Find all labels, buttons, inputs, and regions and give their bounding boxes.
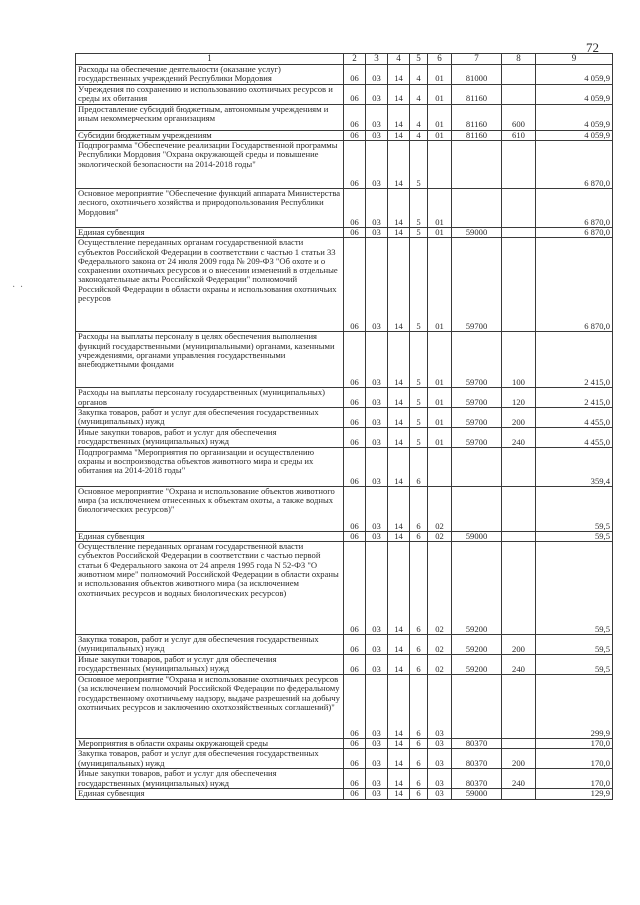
row-name: Закупка товаров, работ и услуг для обеспечения государственных (муниципальных) нужд — [76, 749, 344, 769]
row-code-c3: 03 — [366, 769, 388, 789]
table-row — [76, 675, 613, 739]
row-name: Иные закупки товаров, работ и услуг для обеспечения государственных (муниципальных) нужд — [76, 655, 344, 675]
row-code-c7 — [452, 486, 502, 531]
row-amount: 2 415,0 — [536, 332, 613, 388]
header-cell: 2 — [344, 54, 366, 65]
table-row — [76, 749, 613, 769]
row-name: Единая субвенция — [76, 789, 344, 799]
row-name: Расходы на выплаты персоналу в целях обеспечения выполнения функций государственными (муниципальными) органами, казенными учреждениями, органами управления государственными внебюджетными фондами — [76, 332, 344, 388]
row-code-c4: 14 — [388, 635, 410, 655]
row-code-c7: 81160 — [452, 130, 502, 140]
row-name: Основное мероприятие "Охрана и использование охотничьих ресурсов (за исключением полномочий Российской Федерации по федеральному государственному охотничьему надзору, выдаче разрешений на добычу охотничьих ресурсов и заключению охотхозяйственных соглашений)" — [76, 675, 344, 739]
row-code-c5: 6 — [410, 531, 428, 541]
table-row — [76, 635, 613, 655]
row-name: Предоставление субсидий бюджетным, автономным учреждениям и иным некоммерческим организациям — [76, 104, 344, 130]
row-code-c4: 14 — [388, 531, 410, 541]
row-code-c3: 03 — [366, 407, 388, 427]
row-name: Единая субвенция — [76, 531, 344, 541]
row-amount: 59,5 — [536, 635, 613, 655]
row-code-c2: 06 — [344, 64, 366, 84]
row-name: Подпрограмма "Мероприятия по организации и осуществлению охраны и воспроизводства объектов животного мира и среды их обитания на 2014-2018 годы" — [76, 447, 344, 486]
row-code-c3: 03 — [366, 749, 388, 769]
row-code-c6 — [428, 141, 452, 189]
row-code-c6: 01 — [428, 189, 452, 228]
row-code-c3: 03 — [366, 635, 388, 655]
row-code-c6: 01 — [428, 64, 452, 84]
row-code-c6: 01 — [428, 84, 452, 104]
header-cell: 8 — [502, 54, 536, 65]
row-code-c7: 59700 — [452, 407, 502, 427]
row-name: Расходы на обеспечение деятельности (оказание услуг) государственных учреждений Республики Мордовия — [76, 64, 344, 84]
row-code-c4: 14 — [388, 332, 410, 388]
table-row — [76, 427, 613, 447]
row-amount: 170,0 — [536, 739, 613, 749]
row-name: Субсидии бюджетным учреждениям — [76, 130, 344, 140]
row-code-c2: 06 — [344, 407, 366, 427]
row-code-c2: 06 — [344, 447, 366, 486]
row-code-c4: 14 — [388, 189, 410, 228]
row-code-c6: 01 — [428, 332, 452, 388]
row-name: Осуществление переданных органам государственной власти субъектов Российской Федерации в соответствии с частью первой статьи 6 Федерального закона от 24 апреля 1995 года N 52-ФЗ "О животном мире" полномочий Российской Федерации в области охраны и использования объектов животного мира (за исключением охотничьих ресурсов и водных биологических ресурсов) — [76, 542, 344, 635]
table-row — [76, 407, 613, 427]
row-code-c7: 81000 — [452, 64, 502, 84]
row-code-c7 — [452, 141, 502, 189]
row-code-c6: 01 — [428, 228, 452, 238]
header-cell: 5 — [410, 54, 428, 65]
row-code-c5: 6 — [410, 655, 428, 675]
row-code-c2: 06 — [344, 189, 366, 228]
header-cell: 4 — [388, 54, 410, 65]
row-amount: 299,9 — [536, 675, 613, 739]
row-amount: 4 455,0 — [536, 407, 613, 427]
row-code-c7: 59700 — [452, 238, 502, 332]
row-code-c4: 14 — [388, 447, 410, 486]
row-code-c6: 01 — [428, 407, 452, 427]
row-code-c4: 14 — [388, 655, 410, 675]
row-code-c8: 240 — [502, 655, 536, 675]
row-code-c2: 06 — [344, 104, 366, 130]
row-code-c2: 06 — [344, 531, 366, 541]
row-code-c5: 4 — [410, 104, 428, 130]
header-cell: 7 — [452, 54, 502, 65]
row-amount: 6 870,0 — [536, 228, 613, 238]
row-code-c2: 06 — [344, 655, 366, 675]
row-code-c3: 03 — [366, 64, 388, 84]
row-code-c6: 02 — [428, 655, 452, 675]
row-code-c8 — [502, 739, 536, 749]
row-code-c2: 06 — [344, 332, 366, 388]
row-code-c5: 4 — [410, 84, 428, 104]
row-code-c4: 14 — [388, 141, 410, 189]
table-row — [76, 104, 613, 130]
row-code-c7: 81160 — [452, 84, 502, 104]
row-code-c7: 59000 — [452, 531, 502, 541]
row-code-c7: 80370 — [452, 739, 502, 749]
row-code-c2: 06 — [344, 228, 366, 238]
row-code-c6: 02 — [428, 486, 452, 531]
row-code-c3: 03 — [366, 238, 388, 332]
row-code-c8: 600 — [502, 104, 536, 130]
row-amount: 59,5 — [536, 542, 613, 635]
row-name: Учреждения по сохранению и использованию охотничьих ресурсов и среды их обитания — [76, 84, 344, 104]
table-row — [76, 769, 613, 789]
row-code-c2: 06 — [344, 486, 366, 531]
row-amount: 4 059,9 — [536, 64, 613, 84]
row-code-c3: 03 — [366, 447, 388, 486]
header-cell: 9 — [536, 54, 613, 65]
row-code-c4: 14 — [388, 228, 410, 238]
row-amount: 59,5 — [536, 655, 613, 675]
row-code-c2: 06 — [344, 739, 366, 749]
row-code-c8 — [502, 789, 536, 799]
row-amount: 359,4 — [536, 447, 613, 486]
row-code-c5: 5 — [410, 427, 428, 447]
header-cell: 1 — [76, 54, 344, 65]
row-code-c3: 03 — [366, 332, 388, 388]
row-code-c6: 01 — [428, 427, 452, 447]
table-row — [76, 130, 613, 140]
row-code-c5: 5 — [410, 238, 428, 332]
row-code-c5: 4 — [410, 130, 428, 140]
row-code-c7: 59000 — [452, 789, 502, 799]
table-row — [76, 84, 613, 104]
row-code-c4: 14 — [388, 64, 410, 84]
row-amount: 170,0 — [536, 769, 613, 789]
row-code-c4: 14 — [388, 486, 410, 531]
row-code-c6: 03 — [428, 675, 452, 739]
row-code-c3: 03 — [366, 104, 388, 130]
table-row — [76, 655, 613, 675]
row-code-c6 — [428, 447, 452, 486]
row-code-c5: 5 — [410, 189, 428, 228]
row-name: Иные закупки товаров, работ и услуг для обеспечения государственных (муниципальных) нужд — [76, 769, 344, 789]
row-code-c8 — [502, 447, 536, 486]
row-name: Осуществление переданных органам государственной власти субъектов Российской Федерации в соответствии с частью 1 статьи 33 Федерального закона от 24 июля 2009 года № 209-ФЗ "Об охоте и о сохранении охотничьих ресурсов и о внесении изменений в отдельные законодательные акты Российской Федерации" полномочий Российской Федерации в области охраны и использования охотничьих ресурсов — [76, 238, 344, 332]
row-code-c3: 03 — [366, 739, 388, 749]
row-code-c5: 5 — [410, 141, 428, 189]
row-code-c5: 4 — [410, 64, 428, 84]
row-code-c6: 02 — [428, 542, 452, 635]
row-code-c8 — [502, 542, 536, 635]
row-code-c2: 06 — [344, 84, 366, 104]
row-code-c8: 610 — [502, 130, 536, 140]
row-code-c5: 6 — [410, 447, 428, 486]
table-row — [76, 332, 613, 388]
row-code-c4: 14 — [388, 407, 410, 427]
row-code-c5: 6 — [410, 542, 428, 635]
budget-table — [75, 53, 613, 800]
row-code-c2: 06 — [344, 635, 366, 655]
row-code-c7: 59200 — [452, 542, 502, 635]
table-row — [76, 739, 613, 749]
table-row — [76, 789, 613, 799]
row-code-c7: 59700 — [452, 427, 502, 447]
row-code-c4: 14 — [388, 675, 410, 739]
row-code-c6: 03 — [428, 769, 452, 789]
row-amount: 4 059,9 — [536, 104, 613, 130]
row-name: Мероприятия в области охраны окружающей среды — [76, 739, 344, 749]
row-code-c8 — [502, 64, 536, 84]
row-code-c6: 01 — [428, 104, 452, 130]
row-amount: 4 455,0 — [536, 427, 613, 447]
row-code-c4: 14 — [388, 104, 410, 130]
row-code-c8 — [502, 675, 536, 739]
row-name: Иные закупки товаров, работ и услуг для обеспечения государственных (муниципальных) нужд — [76, 427, 344, 447]
row-amount: 4 059,9 — [536, 130, 613, 140]
header-cell: 6 — [428, 54, 452, 65]
row-code-c7: 59700 — [452, 332, 502, 388]
row-code-c4: 14 — [388, 388, 410, 408]
row-name: Подпрограмма "Обеспечение реализации Государственной программы Республики Мордовия "Охрана окружающей среды и повышение экологической безопасности на 2014-2018 годы" — [76, 141, 344, 189]
row-code-c6: 02 — [428, 531, 452, 541]
row-code-c5: 5 — [410, 407, 428, 427]
row-code-c8: 240 — [502, 427, 536, 447]
row-code-c5: 6 — [410, 769, 428, 789]
row-code-c5: 6 — [410, 486, 428, 531]
row-code-c7: 80370 — [452, 769, 502, 789]
row-code-c3: 03 — [366, 189, 388, 228]
row-code-c2: 06 — [344, 141, 366, 189]
row-name: Закупка товаров, работ и услуг для обеспечения государственных (муниципальных) нужд — [76, 407, 344, 427]
row-code-c2: 06 — [344, 427, 366, 447]
row-code-c7: 59200 — [452, 655, 502, 675]
row-code-c4: 14 — [388, 749, 410, 769]
table-row — [76, 141, 613, 189]
page-number: 72 — [586, 40, 599, 55]
row-code-c5: 5 — [410, 332, 428, 388]
row-code-c2: 06 — [344, 388, 366, 408]
row-amount: 4 059,9 — [536, 84, 613, 104]
table-row — [76, 542, 613, 635]
row-code-c3: 03 — [366, 141, 388, 189]
row-code-c7 — [452, 447, 502, 486]
table-row — [76, 228, 613, 238]
row-code-c7: 59700 — [452, 388, 502, 408]
row-code-c8: 100 — [502, 332, 536, 388]
row-code-c8 — [502, 228, 536, 238]
row-amount: 129,9 — [536, 789, 613, 799]
row-code-c5: 6 — [410, 635, 428, 655]
table-row — [76, 531, 613, 541]
table-row — [76, 238, 613, 332]
row-code-c6: 03 — [428, 739, 452, 749]
row-amount: 59,5 — [536, 531, 613, 541]
row-code-c6: 03 — [428, 749, 452, 769]
row-code-c2: 06 — [344, 769, 366, 789]
table-row — [76, 447, 613, 486]
row-code-c4: 14 — [388, 769, 410, 789]
row-code-c4: 14 — [388, 238, 410, 332]
row-code-c2: 06 — [344, 789, 366, 799]
row-code-c8 — [502, 141, 536, 189]
row-amount: 6 870,0 — [536, 238, 613, 332]
row-code-c4: 14 — [388, 739, 410, 749]
row-code-c4: 14 — [388, 130, 410, 140]
row-code-c3: 03 — [366, 388, 388, 408]
row-code-c3: 03 — [366, 486, 388, 531]
row-code-c8 — [502, 189, 536, 228]
row-amount: 6 870,0 — [536, 141, 613, 189]
row-code-c5: 6 — [410, 789, 428, 799]
table-row — [76, 64, 613, 84]
row-code-c2: 06 — [344, 749, 366, 769]
row-code-c4: 14 — [388, 542, 410, 635]
row-name: Единая субвенция — [76, 228, 344, 238]
row-code-c3: 03 — [366, 542, 388, 635]
row-code-c8 — [502, 84, 536, 104]
row-code-c2: 06 — [344, 542, 366, 635]
row-code-c3: 03 — [366, 789, 388, 799]
row-code-c7 — [452, 189, 502, 228]
row-code-c6: 01 — [428, 388, 452, 408]
row-code-c3: 03 — [366, 84, 388, 104]
row-code-c8 — [502, 531, 536, 541]
row-amount: 59,5 — [536, 486, 613, 531]
row-code-c5: 5 — [410, 388, 428, 408]
row-name: Основное мероприятие "Охрана и использование объектов животного мира (за исключением отнесенных к объектам охоты, а также водных биологических ресурсов)" — [76, 486, 344, 531]
row-code-c5: 6 — [410, 739, 428, 749]
row-code-c7 — [452, 675, 502, 739]
row-code-c7: 59200 — [452, 635, 502, 655]
row-name: Основное мероприятие "Обеспечение функций аппарата Министерства лесного, охотничьего хозяйства и природопользования Республики Мордовия" — [76, 189, 344, 228]
header-row — [76, 54, 613, 65]
row-code-c3: 03 — [366, 655, 388, 675]
row-code-c4: 14 — [388, 427, 410, 447]
table-row — [76, 189, 613, 228]
row-code-c7: 81160 — [452, 104, 502, 130]
row-code-c2: 06 — [344, 675, 366, 739]
row-code-c6: 01 — [428, 238, 452, 332]
row-code-c3: 03 — [366, 228, 388, 238]
row-code-c4: 14 — [388, 789, 410, 799]
row-amount: 2 415,0 — [536, 388, 613, 408]
row-code-c8: 200 — [502, 407, 536, 427]
row-code-c6: 01 — [428, 130, 452, 140]
table-row — [76, 388, 613, 408]
row-code-c6: 03 — [428, 789, 452, 799]
row-code-c5: 6 — [410, 749, 428, 769]
row-amount: 6 870,0 — [536, 189, 613, 228]
row-code-c3: 03 — [366, 675, 388, 739]
row-code-c3: 03 — [366, 531, 388, 541]
row-code-c3: 03 — [366, 427, 388, 447]
row-code-c2: 06 — [344, 130, 366, 140]
row-code-c8: 200 — [502, 635, 536, 655]
row-name: Закупка товаров, работ и услуг для обеспечения государственных (муниципальных) нужд — [76, 635, 344, 655]
row-code-c8: 240 — [502, 769, 536, 789]
row-amount: 170,0 — [536, 749, 613, 769]
table-row — [76, 486, 613, 531]
row-code-c7: 59000 — [452, 228, 502, 238]
stray-mark: · · — [12, 282, 25, 293]
row-code-c8 — [502, 486, 536, 531]
row-code-c8: 200 — [502, 749, 536, 769]
row-code-c5: 5 — [410, 228, 428, 238]
row-code-c7: 80370 — [452, 749, 502, 769]
row-name: Расходы на выплаты персоналу государственных (муниципальных) органов — [76, 388, 344, 408]
row-code-c2: 06 — [344, 238, 366, 332]
row-code-c8 — [502, 238, 536, 332]
header-cell: 3 — [366, 54, 388, 65]
row-code-c5: 6 — [410, 675, 428, 739]
row-code-c8: 120 — [502, 388, 536, 408]
row-code-c4: 14 — [388, 84, 410, 104]
row-code-c6: 02 — [428, 635, 452, 655]
row-code-c3: 03 — [366, 130, 388, 140]
